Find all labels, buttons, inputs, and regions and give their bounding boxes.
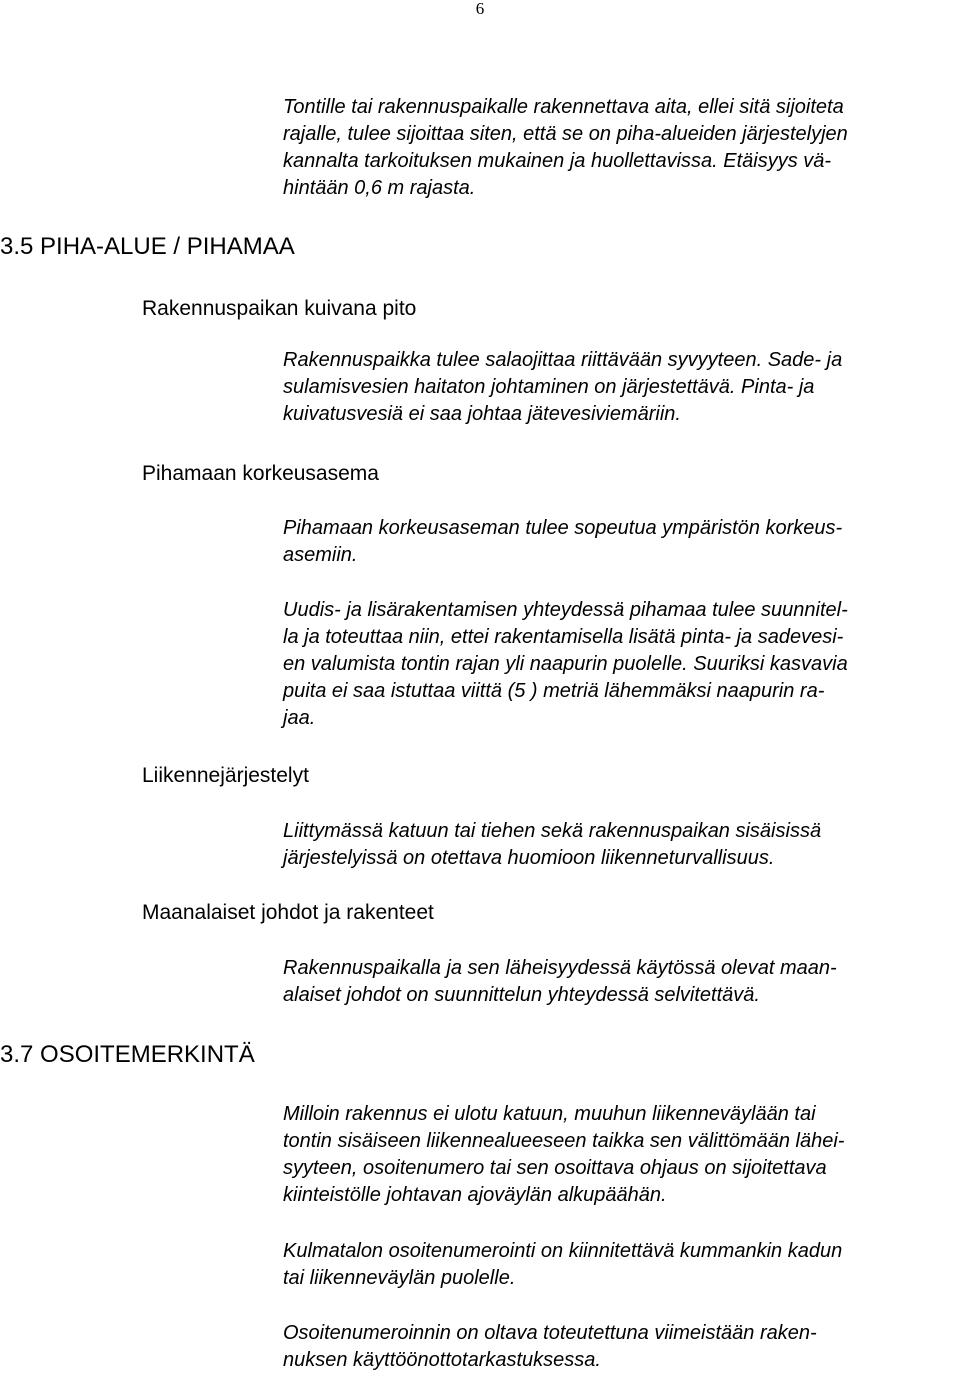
text-line: jaa. — [283, 707, 316, 729]
text-line: kannalta tarkoituksen mukainen ja huollettavissa. Etäisyys vä- — [283, 150, 832, 172]
text-line: Pihamaan korkeusaseman tulee sopeutua ympäristön korkeus- — [283, 517, 843, 539]
text-line: la ja toteuttaa niin, ettei rakentamisella lisätä pinta- ja sadevesi- — [283, 626, 844, 648]
text-line: tai liikenneväylän puolelle. — [283, 1267, 516, 1289]
text-line: Milloin rakennus ei ulotu katuun, muuhun liikenneväylään tai — [283, 1103, 816, 1125]
text-line: Liittymässä katuun tai tiehen sekä rakennuspaikan sisäisissä — [283, 820, 822, 842]
text-line: puita ei saa istuttaa viittä (5 ) metriä lähemmäksi naapurin ra- — [283, 680, 825, 702]
text-line: Osoitenumeroinnin on oltava toteutettuna viimeistään raken- — [283, 1322, 817, 1344]
osoitemerkinta-paragraph-1 — [283, 1101, 933, 1209]
kuivana-pito-paragraph — [283, 347, 933, 428]
section-heading-3-7: 3.7 OSOITEMERKINTÄ — [0, 1041, 255, 1068]
text-line: syyteen, osoitenumero tai sen osoittava ohjaus on sijoitettava — [283, 1157, 827, 1179]
korkeusasema-paragraph-1 — [283, 515, 933, 569]
subheading-liikenne: Liikennejärjestelyt — [142, 764, 309, 787]
page-number: 6 — [475, 0, 485, 18]
text-line: rajalle, tulee sijoittaa siten, että se on piha-alueiden järjestelyjen — [283, 123, 848, 145]
text-line: sulamisvesien haitaton johtaminen on järjestettävä. Pinta- ja — [283, 376, 815, 398]
osoitemerkinta-paragraph-2 — [283, 1238, 933, 1292]
text-line: kiinteistölle johtavan ajoväylän alkupäähän. — [283, 1184, 667, 1206]
liikenne-paragraph — [283, 818, 933, 872]
korkeusasema-paragraph-2 — [283, 597, 933, 732]
text-line: kuivatusvesiä ei saa johtaa jätevesiviemäriin. — [283, 403, 681, 425]
text-line: hintään 0,6 m rajasta. — [283, 177, 476, 199]
section-heading-3-5: 3.5 PIHA-ALUE / PIHAMAA — [0, 233, 295, 260]
text-line: Kulmatalon osoitenumerointi on kiinnitettävä kummankin kadun — [283, 1240, 843, 1262]
text-line: alaiset johdot on suunnittelun yhteydessä selvitettävä. — [283, 984, 760, 1006]
text-line: Rakennuspaikka tulee salaojittaa riittävään syvyyteen. Sade- ja — [283, 349, 843, 371]
text-line: tontin sisäiseen liikennealueeseen taikka sen välittömään lähei- — [283, 1130, 845, 1152]
text-line: Uudis- ja lisärakentamisen yhteydessä pihamaa tulee suunnitel- — [283, 599, 848, 621]
text-line: en valumista tontin rajan yli naapurin puolelle. Suuriksi kasvavia — [283, 653, 848, 675]
subheading-korkeusasema: Pihamaan korkeusasema — [142, 462, 379, 485]
subheading-maanalaiset: Maanalaiset johdot ja rakenteet — [142, 901, 434, 924]
text-line: Tontille tai rakennuspaikalle rakennettava aita, ellei sitä sijoiteta — [283, 96, 844, 118]
text-line: Rakennuspaikalla ja sen läheisyydessä käytössä olevat maan- — [283, 957, 837, 979]
subheading-kuivana-pito: Rakennuspaikan kuivana pito — [142, 297, 417, 320]
text-line: nuksen käyttöönottotarkastuksessa. — [283, 1349, 601, 1371]
intro-paragraph — [283, 94, 933, 202]
text-line: järjestelyissä on otettava huomioon liikenneturvallisuus. — [283, 847, 775, 869]
text-line: asemiin. — [283, 544, 358, 566]
osoitemerkinta-paragraph-3 — [283, 1320, 933, 1374]
maanalaiset-paragraph — [283, 955, 933, 1009]
